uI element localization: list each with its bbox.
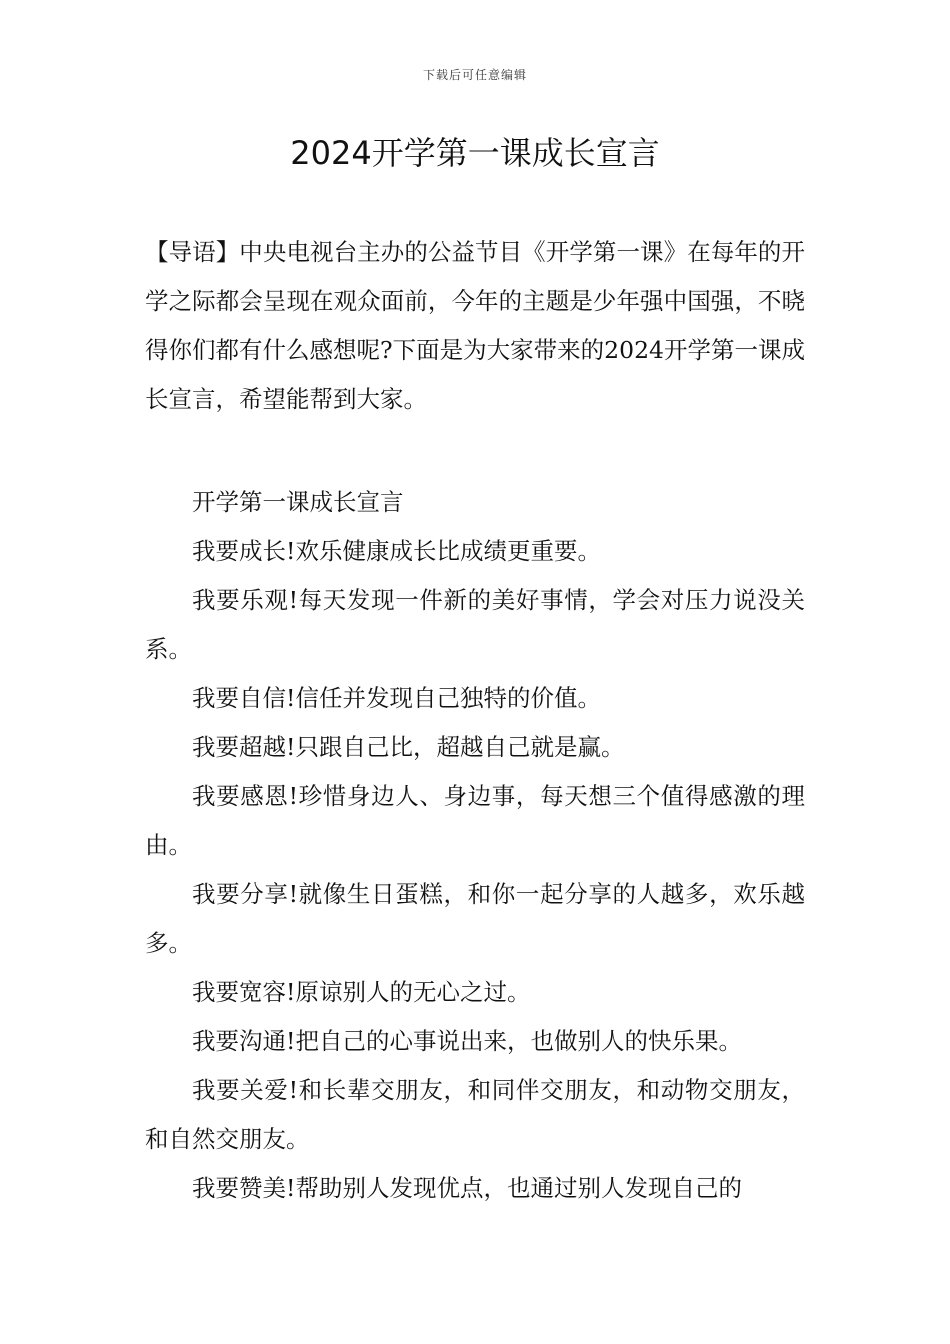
- paragraph: 我要沟通!把自己的心事说出来，也做别人的快乐果。: [192, 1027, 742, 1055]
- paragraph: 我要乐观!每天发现一件新的美好事情，学会对压力说没关系。: [145, 586, 805, 663]
- paragraph: 我要宽容!原谅别人的无心之过。: [192, 978, 531, 1006]
- intro-paragraph: 【导语】中央电视台主办的公益节目《开学第一课》在每年的开学之际都会呈现在观众面前，今年的主题是少年强中国强，不晓得你们都有什么感想呢?下面是为大家带来的2024开学第一课成长宣言，希望能帮到大家。: [145, 238, 805, 413]
- paragraph: 我要分享!就像生日蛋糕，和你一起分享的人越多，欢乐越多。: [145, 880, 805, 957]
- paragraph: 我要自信!信任并发现自己独特的价值。: [192, 684, 601, 712]
- paragraph: 我要关爱!和长辈交朋友，和同伴交朋友，和动物交朋友，和自然交朋友。: [145, 1076, 805, 1153]
- header-note: 下载后可任意编辑: [422, 68, 527, 82]
- paragraph: 我要成长!欢乐健康成长比成绩更重要。: [192, 537, 601, 565]
- paragraph: 我要超越!只跟自己比，超越自己就是赢。: [192, 733, 625, 761]
- document-body: [145, 228, 805, 1213]
- section-heading: 开学第一课成长宣言: [192, 488, 404, 516]
- paragraph: 我要赞美!帮助别人发现优点，也通过别人发现自己的: [192, 1174, 742, 1202]
- paragraph: 我要感恩!珍惜身边人、身边事，每天想三个值得感激的理由。: [145, 782, 805, 859]
- document-title: 2024开学第一课成长宣言: [290, 134, 660, 172]
